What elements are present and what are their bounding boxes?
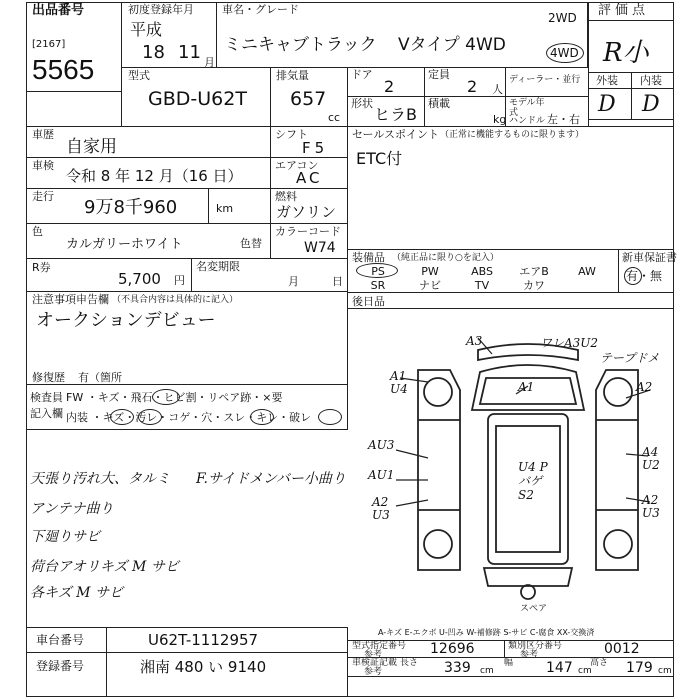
mileage-value: 9万8千960 <box>84 197 178 218</box>
inspector-label1: 検査員 <box>30 391 63 404</box>
disp-label: 排気量 <box>276 69 309 82</box>
exterior-value: D <box>598 92 616 117</box>
rating-value: R小 <box>603 38 649 68</box>
notes-value: オークションデビュー <box>36 310 216 331</box>
ac-value: AC <box>296 169 323 187</box>
recycle-unit: 円 <box>174 274 185 287</box>
plate-value: 湘南 480 い 9140 <box>140 658 267 676</box>
exterior-label: 外装 <box>596 74 618 87</box>
mileage-unit: km <box>216 202 234 215</box>
inspector-row1: FW ・キズ・飛石・ヒビ割・リペア跡・×要 <box>66 391 283 404</box>
notes-label: 注意事項申告欄 <box>32 293 109 306</box>
recycle-row <box>26 258 192 292</box>
grade: Vタイプ 4WD <box>398 35 506 55</box>
cap-label: 定員 <box>428 68 450 81</box>
equip-leather: カワ <box>523 279 545 292</box>
mark-left-a1u4: A1 U4 <box>390 369 408 396</box>
sales-label: セールスポイント <box>352 128 440 141</box>
width-value: 147 <box>546 660 573 676</box>
equip-aw: AW <box>578 265 596 278</box>
note-1: 天張り汚れ大、タルミ <box>30 471 170 487</box>
shape-label: 形状 <box>351 97 373 110</box>
sales-box <box>347 126 674 250</box>
warranty-value: 有・無 <box>626 269 663 283</box>
inspector-label2: 記入欄 <box>30 407 63 420</box>
mark-left-a2u3: A2 U3 <box>372 495 390 522</box>
equipment-sub: （純正品に限り○を記入） <box>392 253 499 263</box>
colorcode-label: カラーコード <box>275 225 341 238</box>
cap-unit: 人 <box>492 83 503 96</box>
note-3: 下廻りサビ <box>30 529 100 545</box>
equipment-label: 装備品 <box>352 251 385 264</box>
mark-center-a1: A1 <box>518 380 535 394</box>
usage-row <box>26 126 271 158</box>
note-5: 各キズ M サビ <box>30 585 123 601</box>
mark-right-a2: A2 <box>636 380 653 394</box>
load-unit: kg <box>493 113 507 126</box>
lot-label: 出品番号 <box>32 3 85 18</box>
usage-value: 自家用 <box>66 137 117 157</box>
reg-month: 11 <box>178 42 201 63</box>
lot-sub: [2167] <box>32 39 66 50</box>
typeno-ref: 参考 <box>364 650 383 660</box>
classno-value: 0012 <box>604 641 640 657</box>
model-value: GBD-U62T <box>148 88 247 110</box>
mark-right-a4u2: A4 U2 <box>642 445 660 472</box>
recycle-value: 5,700 <box>118 270 161 288</box>
length-label: 長さ <box>400 658 419 668</box>
cap-value: 2 <box>467 77 478 96</box>
equip-airbag: エアB <box>519 265 549 278</box>
notes-sub: （不具合内容は具体的に記入） <box>112 295 239 305</box>
equip-ps: PS <box>371 265 385 278</box>
door-label: ドア <box>351 68 373 81</box>
plate-label: 登録番号 <box>36 659 85 673</box>
usage-label: 車歴 <box>32 128 54 141</box>
colorcode-value: W74 <box>304 240 336 256</box>
mark-front-a3: A3 <box>466 334 483 348</box>
mark-left-au1: AU1 <box>368 468 395 482</box>
color-value: カルガリーホワイト <box>66 237 183 252</box>
classno-ref: 参考 <box>520 650 539 660</box>
equip-pw: PW <box>421 265 439 278</box>
color-label: 色 <box>32 225 43 238</box>
length-value: 339 <box>444 660 471 676</box>
fuel-value: ガソリン <box>276 203 337 221</box>
rating-label: 評価点 <box>598 3 650 18</box>
mark-right-a2u3: A2 U3 <box>642 493 660 520</box>
damage-legend: A-キズ E-エクボ U-凹み W-補修跡 S-サビ C-腐食 XX-交換済 <box>378 628 595 637</box>
fuel-label: 燃料 <box>275 190 297 203</box>
length-unit: cm <box>480 666 494 676</box>
dim-ref: 参考 <box>364 667 383 677</box>
mark-center-bed: U4 Pバゲ S2 <box>518 460 548 502</box>
dim-label: 車検証記載 <box>352 658 398 668</box>
typeno-label: 型式指定番号 <box>352 641 407 651</box>
door-value: 2 <box>384 77 395 96</box>
name-change-month: 月 <box>288 275 299 288</box>
inspect-label: 車検 <box>32 159 54 172</box>
disp-value: 657 <box>290 88 327 110</box>
era: 平成 <box>130 20 163 39</box>
equip-abs: ABS <box>471 265 493 278</box>
interior-label: 内装 <box>640 74 662 87</box>
inspect-value: 令和 8 年 12 月（16 日） <box>66 167 243 185</box>
typeno-value: 12696 <box>430 641 475 657</box>
repair-value: 有（箇所 <box>78 371 122 384</box>
car-name: ミニキャブトラック <box>224 35 377 55</box>
classno-label: 類別区分番号 <box>508 641 563 651</box>
reg-year: 18 <box>142 42 165 63</box>
shift-label: シフト <box>275 128 308 141</box>
interior-value: D <box>642 92 660 117</box>
reg-label: 初度登録年月 <box>128 3 194 16</box>
note-2: アンテナ曲り <box>30 501 114 517</box>
mark-left-au3: AU3 <box>368 438 395 452</box>
warranty-circle <box>624 267 642 285</box>
shift-value: F5 <box>302 139 329 157</box>
handle-value: 左・右 <box>547 113 580 126</box>
car-label: 車名・グレード <box>222 3 299 16</box>
dealer-label: ディーラー・並行 <box>509 75 581 85</box>
width-unit: cm <box>578 666 592 676</box>
chassis-value: U62T-1112957 <box>148 631 259 649</box>
model-label: 型式 <box>128 69 150 82</box>
equipment-grid <box>352 264 614 292</box>
lot-number: 5565 <box>32 54 95 85</box>
note-4: 荷台アオリキズ M サビ <box>30 559 179 575</box>
recycle-label: R券 <box>32 261 51 274</box>
equip-sr: SR <box>370 279 386 292</box>
chassis-label: 車台番号 <box>36 633 85 647</box>
mark-front-right: ワレA3U2 <box>540 336 599 350</box>
disp-unit: cc <box>328 111 341 124</box>
height-label: 高さ <box>590 658 609 668</box>
equip-navi: ナビ <box>419 279 441 292</box>
ac-label: エアコン <box>275 159 319 172</box>
model-year-label: モデル年式 <box>509 98 545 118</box>
inspector-row2: 内装 ・キズ・汚レ・コゲ・穴・スレ・キレ・破レ <box>66 411 312 424</box>
ps-circle <box>356 263 398 278</box>
repair-label: 修復歴 <box>32 371 65 384</box>
side-note: F.サイドメンバー小曲り <box>196 471 346 487</box>
spare-label: スペア <box>520 604 548 614</box>
color-change-label: 色替 <box>240 237 262 250</box>
width-label: 幅 <box>504 658 514 668</box>
drive-2wd: 2WD <box>548 11 577 25</box>
name-change-day: 日 <box>332 275 343 288</box>
month-unit: 月 <box>204 56 215 69</box>
name-change-label: 名変期限 <box>196 260 240 273</box>
shape-value: ヒラB <box>374 105 417 124</box>
equip-tv: TV <box>474 279 490 292</box>
later-label: 後日品 <box>352 295 385 308</box>
sales-sub: （正常に機能するものに限ります） <box>440 130 585 140</box>
mileage-label: 走行 <box>32 190 54 203</box>
sales-value: ETC付 <box>356 149 403 168</box>
mark-front-tape: テープドメ <box>600 351 660 365</box>
warranty-label: 新車保証書 <box>622 251 677 264</box>
drive-4wd: 4WD <box>550 46 579 60</box>
handle-label: ハンドル <box>509 116 546 126</box>
height-unit: cm <box>658 666 672 676</box>
load-label: 積載 <box>428 97 450 110</box>
height-value: 179 <box>626 660 653 676</box>
